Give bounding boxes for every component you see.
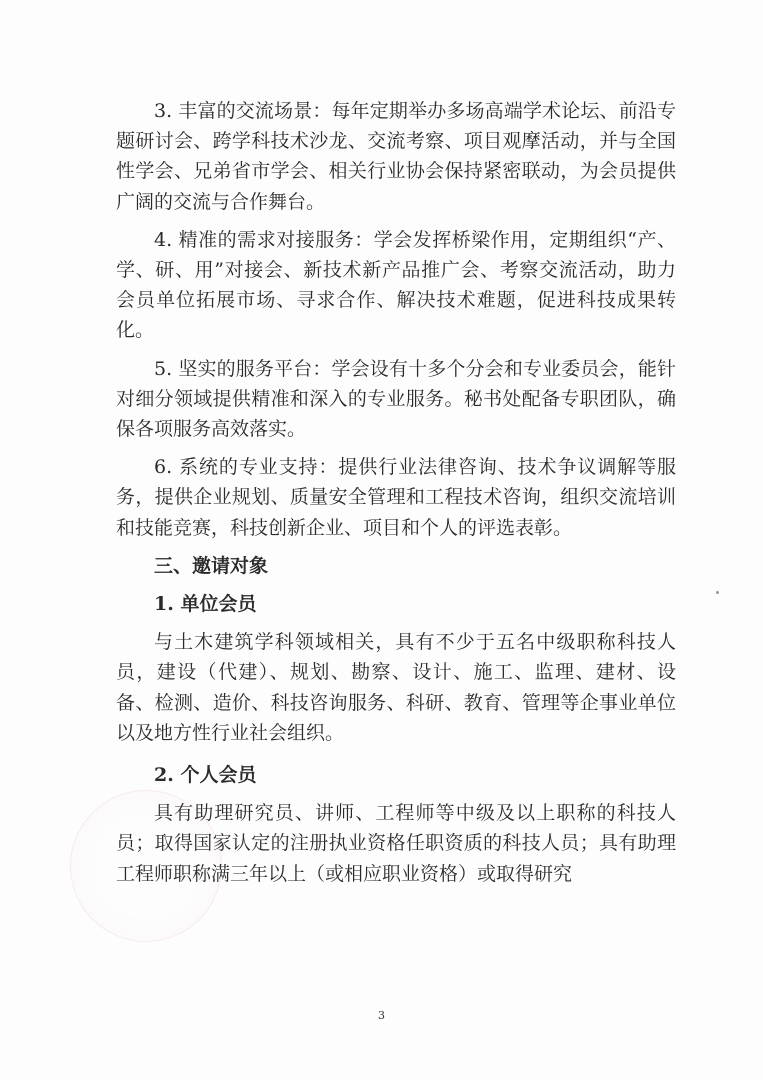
section-heading-invitees: 三、邀请对象 xyxy=(154,554,269,577)
paragraph-individual-member: 具有助理研究员、讲师、工程师等中级及以上职称的科技人员；取得国家认定的注册执业资格任职资质的科技人员；具有助理工程师职称满三年以上（或相应职业资格）或取得研究 xyxy=(116,802,676,885)
scan-speck xyxy=(716,591,719,594)
paragraph-unit-member: 与土木建筑学科领域相关，具有不少于五名中级职称科技人员，建设（代建）、规划、勘察、设计、施工、监理、建材、设备、检测、造价、科技咨询服务、科研、教育、管理等企事业单位以及地方性行业社会组织。 xyxy=(116,631,676,744)
paragraph-rich-exchange: 3. 丰富的交流场景：每年定期举办多场高端学术论坛、前沿专题研讨会、跨学科技术沙龙、交流考察、项目观摩活动，并与全国性学会、兄弟省市学会、相关行业协会保持紧密联动，为会员提供广阔的交流与合作舞台。 xyxy=(116,100,676,213)
paragraph-professional-support: 6. 系统的专业支持：提供行业法律咨询、技术争议调解等服务，提供企业规划、质量安全管理和工程技术咨询，组织交流培训和技能竞赛，科技创新企业、项目和个人的评选表彰。 xyxy=(116,456,676,539)
subheading-unit-member: 1. 单位会员 xyxy=(154,593,257,616)
page-number: 3 xyxy=(378,1009,385,1022)
subheading-individual-member: 2. 个人会员 xyxy=(154,764,257,787)
paragraph-service-platform: 5. 坚实的服务平台：学会设有十多个分会和专业委员会，能针对细分领域提供精准和深入的专业服务。秘书处配备专职团队，确保各项服务高效落实。 xyxy=(116,357,676,441)
paragraph-demand-matching: 4. 精准的需求对接服务：学会发挥桥梁作用，定期组织“产、学、研、用”对接会、新技术新产品推广会、考察交流活动，助力会员单位拓展市场、寻求合作、解决技术难题，促进科技成果转化。 xyxy=(116,228,676,342)
document-body xyxy=(116,96,676,889)
